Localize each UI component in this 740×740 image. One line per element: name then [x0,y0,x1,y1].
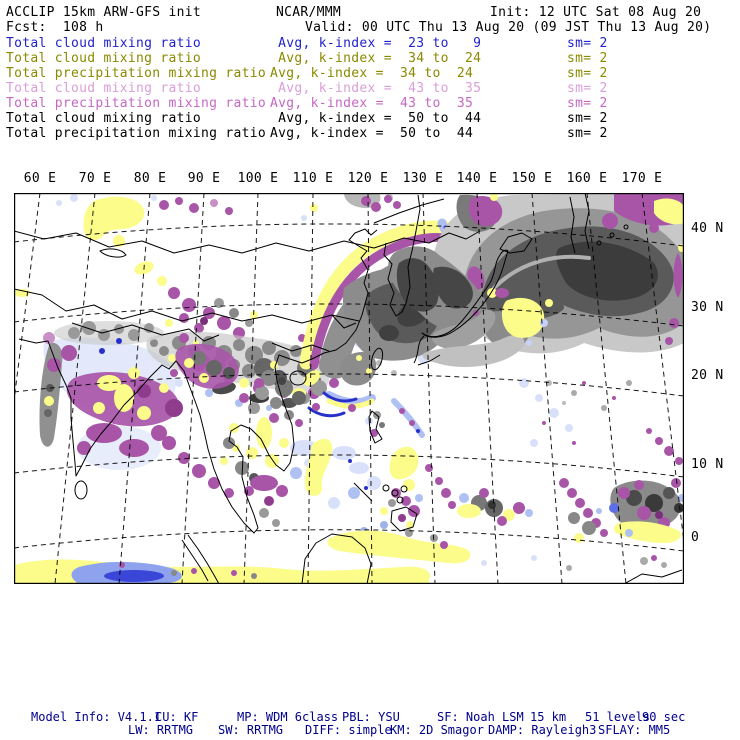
footer-levels: 51 levels [585,710,651,724]
lon-axis-label: 120 E [347,171,389,186]
footer-pbl: PBL: YSU [342,710,400,724]
cloud-band-south [14,529,470,584]
member-row-stats: Avg, k-index = 23 to 9 [270,36,482,51]
footer-model-info: Model Info: V4.1.1 [31,710,162,724]
lon-axis-label: 170 E [621,171,663,186]
member-row-label: Total cloud mixing ratio [6,81,202,96]
lon-axis-label: 160 E [566,171,608,186]
footer-mp: MP: WDM 6class [237,710,339,724]
footer-grid: 15 km [530,710,567,724]
member-row-label: Total cloud mixing ratio [6,111,202,126]
member-row-stats: Avg, k-index = 43 to 35 [270,96,474,111]
footer-sflay: SFLAY: MM5 [598,723,671,737]
footer-lw: LW: RRTMG [128,723,194,737]
member-row-sm: sm= 2 [567,111,608,126]
org-label: NCAR/MMM [276,5,342,20]
member-row-label: Total cloud mixing ratio [6,51,202,66]
member-row-label: Total precipitation mixing ratio [6,96,267,111]
valid-time: Valid: 00 UTC Thu 13 Aug 20 (09 JST Thu 13 Aug 20) [305,20,712,35]
lon-axis-label: 60 E [23,171,57,186]
member-row-sm: sm= 2 [567,96,608,111]
member-row-label: Total precipitation mixing ratio [6,66,267,81]
member-row-stats: Avg, k-index = 34 to 24 [270,66,474,81]
lat-axis-label: 20 N [691,368,724,383]
member-row-stats: Avg, k-index = 43 to 35 [270,81,482,96]
lat-axis-label: 30 N [691,300,724,315]
member-row-stats: Avg, k-index = 34 to 24 [270,51,482,66]
weather-map [14,193,684,584]
lon-axis-label: 80 E [133,171,167,186]
member-row-sm: sm= 2 [567,66,608,81]
member-row-label: Total cloud mixing ratio [6,36,202,51]
lat-axis-label: 0 [691,530,700,545]
member-row-sm: sm= 2 [567,36,608,51]
footer-sf: SF: Noah LSM [437,710,524,724]
lon-axis-label: 140 E [456,171,498,186]
member-row-label: Total precipitation mixing ratio [6,126,267,141]
footer-damp: DAMP: Rayleigh3 [488,723,597,737]
footer-km: KM: 2D Smagor [390,723,484,737]
lon-axis-label: 130 E [402,171,444,186]
init-time: Init: 12 UTC Sat 08 Aug 20 [490,5,702,20]
model-title: ACCLIP 15km ARW-GFS init [6,5,202,20]
lat-axis-label: 40 N [691,221,724,236]
footer-sw: SW: RRTMG [218,723,284,737]
lon-axis-label: 90 E [187,171,221,186]
fcst-hour: Fcst: 108 h [6,20,104,35]
lon-axis-label: 70 E [78,171,112,186]
member-row-sm: sm= 2 [567,81,608,96]
member-row-sm: sm= 2 [567,51,608,66]
footer-cu: CU: KF [155,710,199,724]
lon-axis-label: 110 E [292,171,334,186]
lon-axis-label: 150 E [511,171,553,186]
cloud-clusters-southeast [457,380,684,571]
member-row-stats: Avg, k-index = 50 to 44 [270,126,474,141]
footer-timestep: 90 sec [642,710,686,724]
footer-diff: DIFF: simple [305,723,392,737]
lat-axis-label: 10 N [691,457,724,472]
lon-axis-label: 100 E [237,171,279,186]
member-row-sm: sm= 2 [567,126,608,141]
member-row-stats: Avg, k-index = 50 to 44 [270,111,482,126]
